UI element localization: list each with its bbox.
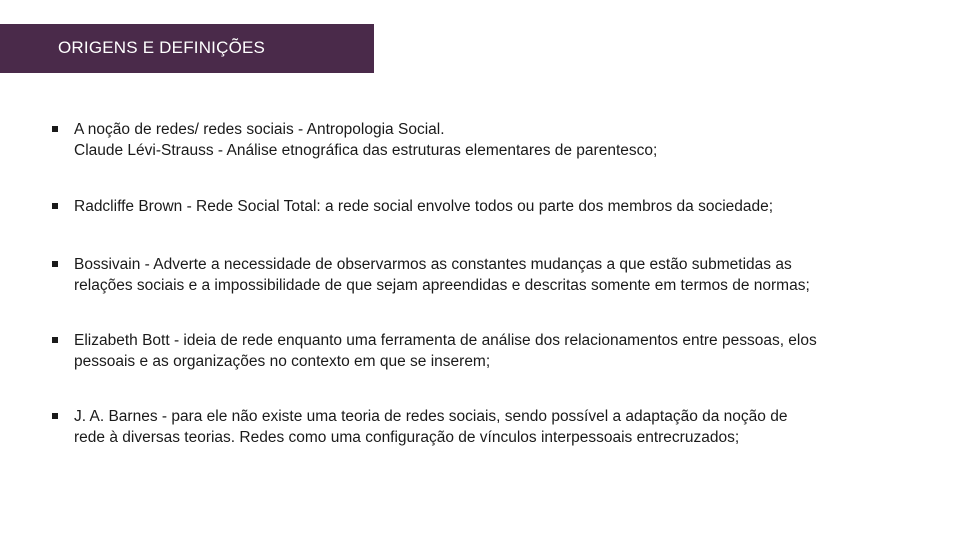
- bullet-text-line: Radcliffe Brown - Rede Social Total: a rede social envolve todos ou parte dos membros da sociedade;: [74, 198, 774, 215]
- square-bullet-icon: [52, 413, 58, 419]
- bullet-text-line: Claude Lévi-Strauss - Análise etnográfica das estruturas elementares de parentesco;: [74, 142, 658, 159]
- slide-title: ORIGENS E DEFINIÇÕES: [58, 38, 266, 57]
- square-bullet-icon: [52, 337, 58, 343]
- title-bar: [0, 24, 374, 73]
- square-bullet-icon: [52, 261, 58, 267]
- bullet-text-line: pessoais e as organizações no contexto em que se inserem;: [74, 353, 491, 370]
- bullet-text-line: rede à diversas teorias. Redes como uma configuração de vínculos interpessoais entrecruzados;: [74, 429, 740, 446]
- square-bullet-icon: [52, 126, 58, 132]
- bullet-text-line: J. A. Barnes - para ele não existe uma teoria de redes sociais, sendo possível a adaptação da noção de: [74, 408, 788, 425]
- square-bullet-icon: [52, 203, 58, 209]
- bullet-text-line: Bossivain - Adverte a necessidade de observarmos as constantes mudanças a que estão submetidas as: [74, 256, 792, 273]
- bullet-text-line: A noção de redes/ redes sociais - Antropologia Social.: [74, 121, 445, 138]
- bullet-text-line: Elizabeth Bott - ideia de rede enquanto uma ferramenta de análise dos relacionamentos entre pessoas, elos: [74, 332, 817, 349]
- bullet-text-line: relações sociais e a impossibilidade de que sejam apreendidas e descritas somente em termos de normas;: [74, 277, 810, 294]
